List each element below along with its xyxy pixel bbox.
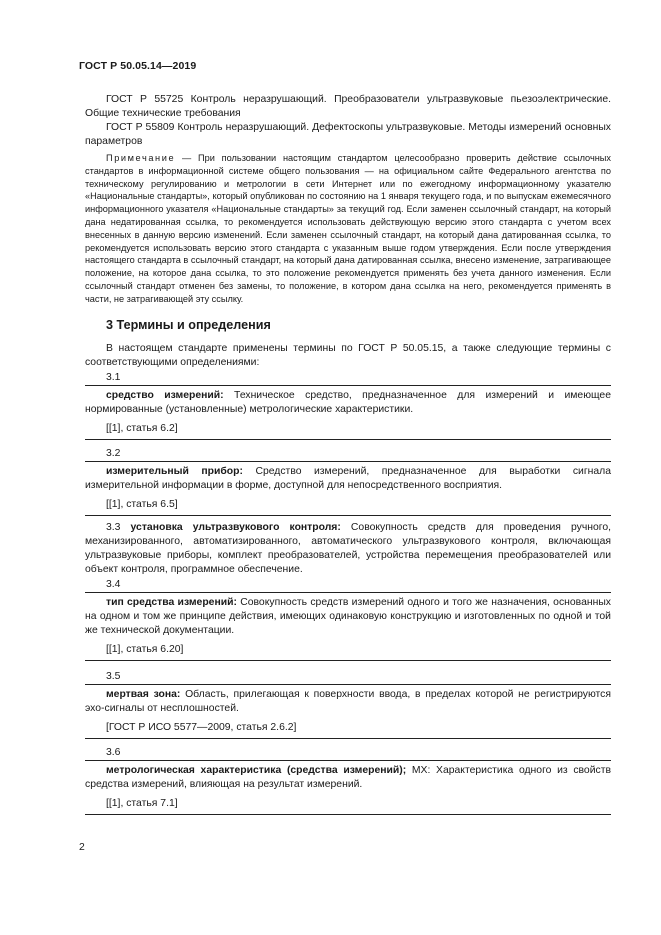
section-title: 3 Термины и определения — [106, 318, 271, 332]
term-number: 3.4 — [106, 579, 121, 590]
term-name: мертвая зона: — [106, 689, 181, 700]
term-definition — [85, 596, 611, 638]
term-source: [[1], статья 6.20] — [106, 644, 184, 655]
term-box — [85, 592, 611, 661]
term-inline — [85, 521, 611, 577]
term-source: [[1], статья 6.2] — [106, 423, 178, 434]
term-source: [[1], статья 7.1] — [106, 798, 178, 809]
term-name: тип средства измерений: — [106, 597, 237, 608]
term-box — [85, 385, 611, 440]
term-box — [85, 684, 611, 739]
normative-references — [85, 93, 611, 149]
reference-item: ГОСТ Р 55809 Контроль неразрушающий. Дефектоскопы ультразвуковые. Методы измерений основных параметров — [85, 122, 611, 147]
note-paragraph — [85, 152, 611, 306]
page-number: 2 — [79, 842, 85, 853]
intro-paragraph: В настоящем стандарте применены термины по ГОСТ Р 50.05.15, а также следующие термины с соответствующими определениями: — [85, 343, 611, 368]
term-text: МХ: Характеристика одного из свойств средства измерений, влияющая на результат измерений. — [85, 765, 611, 790]
term-name: установка ультразвукового контроля: — [130, 522, 341, 533]
term-box — [85, 461, 611, 516]
term-definition — [85, 764, 611, 792]
term-number: 3.6 — [106, 747, 121, 758]
section-intro — [85, 342, 611, 370]
note-text: — При пользовании настоящим стандартом целесообразно проверить действие ссылочных стандартов в информационной системе общего пользования — на официальном сайте Федерального агентства по техническому регулированию и метрологии в сети Интернет или по ежегодному информационному указателю «Национальные стандарты», который опубликован по состоянию на 1 января текущего года, и по выпускам ежемесячного информационного указателя «Национальные стандарты» за текущий год. Если заменен ссылочный стандарт, на который дана недатированная ссылка, то рекомендуется использовать действующую версию этого стандарта с учетом всех внесенных в данную версию изменений. Если заменен ссылочный стандарт, на который дана датированная ссылка, то рекомендуется использовать версию этого стандарта с указанным выше годом утверждения. Если после утверждения настоящего стандарта в ссылочный стандарт, на который дана датированная ссылка, внесено изменение, затрагивающее положение, на которое дана ссылка, то это положение рекомендуется применять без учета данного изменения. Если ссылочный стандарт отменен без замены, то положение, в котором дана ссылка на него, рекомендуется применять в части, не затрагивающей эту ссылку. — [85, 153, 611, 304]
reference-item: ГОСТ Р 55725 Контроль неразрушающий. Преобразователи ультразвуковые пьезоэлектрические. Общие технические требования — [85, 94, 611, 119]
term-number: 3.5 — [106, 671, 121, 682]
term-source: [ГОСТ Р ИСО 5577—2009, статья 2.6.2] — [106, 722, 297, 733]
term-text: Область, прилегающая к поверхности ввода, в пределах которой не регистрируются эхо-сигналы от несплошностей. — [85, 689, 612, 714]
note-block — [85, 152, 611, 306]
term-text: Совокупность средств измерений одного и того же назначения, основанных на одном и том же принципе действия, имеющих одинаковую конструкцию и изготовленных по одной и той же технической документации. — [85, 597, 611, 636]
term-name: метрологическая характеристика (средства измерений); — [106, 765, 407, 776]
note-label: Примечание — [106, 153, 176, 163]
term-definition — [85, 688, 611, 716]
term-number: 3.1 — [106, 372, 121, 383]
term-name: измерительный прибор: — [106, 466, 243, 477]
term-definition — [85, 521, 611, 577]
term-definition — [85, 465, 611, 493]
term-text: Совокупность средств для проведения ручного, механизированного, автоматизированного, автоматического ультразвукового контроля, включающая ультразвуковые приборы, комплект преобразователей, устройства перемещения преобразователей или объект контроля, программное обеспечение. — [85, 522, 611, 575]
term-source: [[1], статья 6.5] — [106, 499, 178, 510]
term-number: 3.3 — [106, 522, 121, 533]
term-box — [85, 760, 611, 815]
term-name: средство измерений: — [106, 390, 224, 401]
term-number: 3.2 — [106, 448, 121, 459]
term-text: Средство измерений, предназначенное для выработки сигнала измерительной информации в форме, доступной для непосредственного восприятия. — [85, 466, 612, 491]
term-definition — [85, 389, 611, 417]
term-text: Техническое средство, предназначенное для измерений и имеющее нормированные (установленные) метрологические характеристики. — [85, 390, 611, 415]
document-code: ГОСТ Р 50.05.14—2019 — [79, 60, 197, 72]
